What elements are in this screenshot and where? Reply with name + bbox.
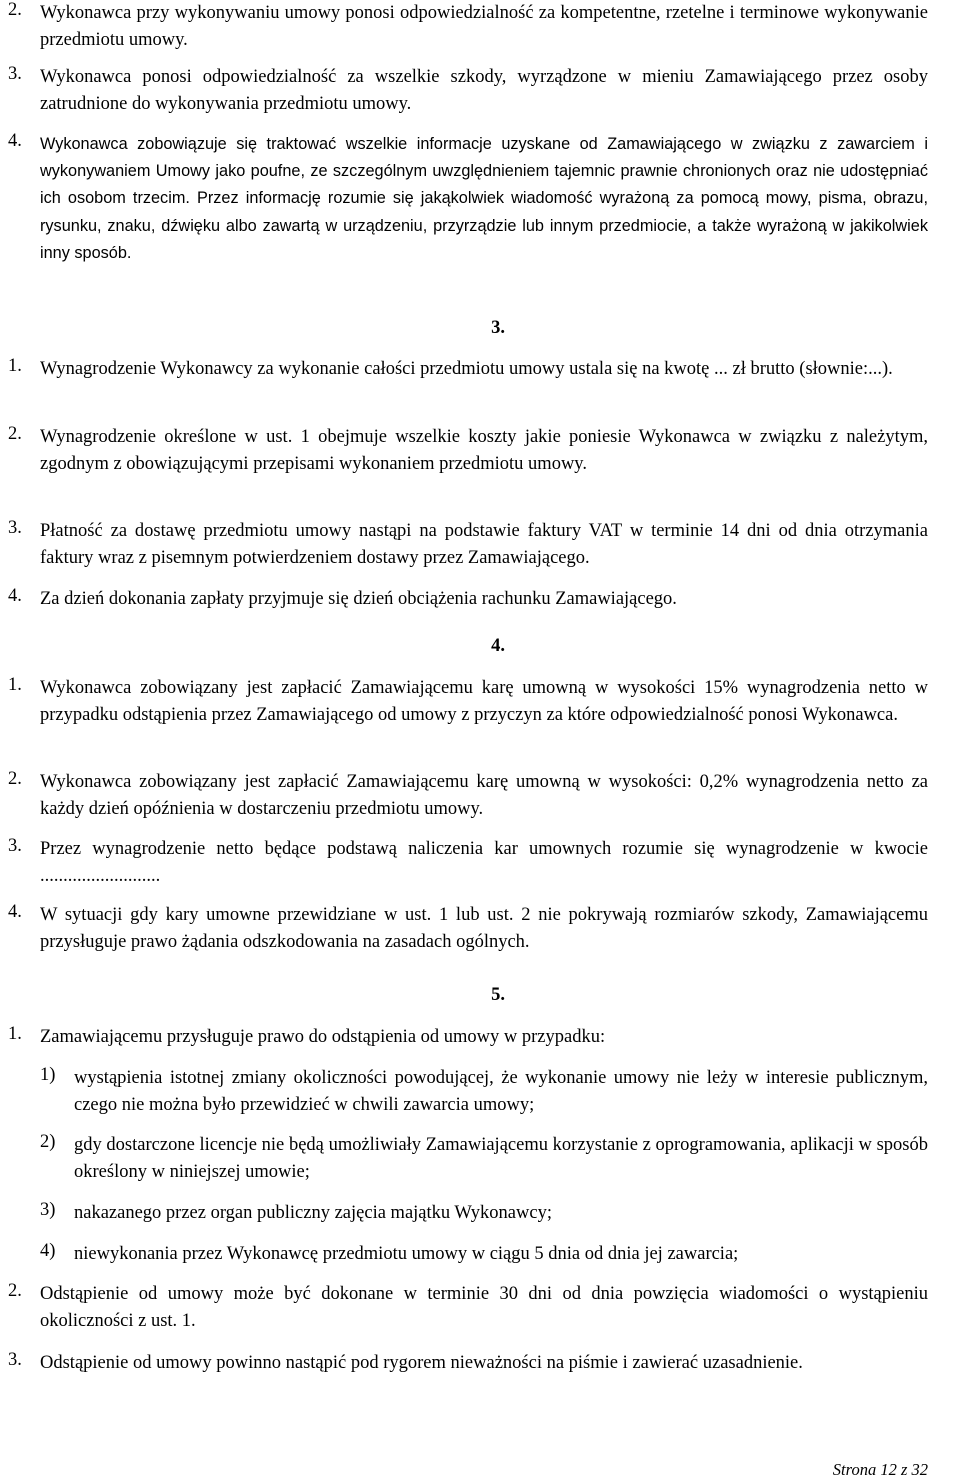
item-text: Wykonawca zobowiązany jest zapłacić Zamawiającemu karę umowną w wysokości 15% wynagrodzenia netto w przypadku odstąpienia przez Zamawiającego od umowy z przyczyn za które odpowiedzialność ponosi Wykonawca.	[40, 678, 928, 725]
item-number: 4.	[8, 586, 22, 606]
item-number: 4.	[8, 131, 22, 151]
item-text: Odstąpienie od umowy może być dokonane w terminie 30 dni od dnia powzięcia wiadomości o wystąpieniu okoliczności z ust. 1.	[40, 1284, 928, 1331]
item-number: 2.	[8, 424, 22, 444]
item-text: Odstąpienie od umowy powinno nastąpić pod rygorem nieważności na piśmie i zawierać uzasadnienie.	[40, 1353, 803, 1373]
item-number: 4.	[8, 902, 22, 922]
item-number: 2.	[8, 1281, 22, 1301]
sub-item-text: wystąpienia istotnej zmiany okoliczności powodującej, że wykonanie umowy nie leży w interesie publicznym, czego nie można było przewidzieć w chwili zawarcia umowy;	[74, 1068, 928, 1115]
sub-item-number: 3)	[40, 1200, 56, 1220]
sub-item-text: gdy dostarczone licencje nie będą umożliwiały Zamawiającemu korzystanie z oprogramowania, aplikacji w sposób określony w niniejszej umowie;	[74, 1135, 928, 1182]
item-text: W sytuacji gdy kary umowne przewidziane w ust. 1 lub ust. 2 nie pokrywają rozmiarów szkody, Zamawiającemu przysługuje prawo żądania odszkodowania na zasadach ogólnych.	[40, 905, 928, 952]
item-number: 1.	[8, 1024, 22, 1044]
item-number: 2.	[8, 0, 22, 20]
item-text: Zamawiającemu przysługuje prawo do odstąpienia od umowy w przypadku:	[40, 1027, 606, 1047]
item-number: 1.	[8, 356, 22, 376]
item-text: Za dzień dokonania zapłaty przyjmuje się dzień obciążenia rachunku Zamawiającego.	[40, 589, 677, 609]
item-number: 3.	[8, 1350, 22, 1370]
section-heading: 5.	[491, 985, 505, 1005]
item-number: 1.	[8, 675, 22, 695]
item-text: Wykonawca zobowiązany jest zapłacić Zamawiającemu karę umowną w wysokości: 0,2% wynagrodzenia netto za każdy dzień opóźnienia w dostarczeniu przedmiotu umowy.	[40, 772, 928, 819]
sub-item-text: niewykonania przez Wykonawcę przedmiotu umowy w ciągu 5 dnia od dnia jej zawarcia;	[74, 1244, 739, 1264]
item-text: Wykonawca przy wykonywaniu umowy ponosi odpowiedzialność za kompetentne, rzetelne i terminowe wykonywanie przedmiotu umowy.	[40, 3, 928, 50]
item-text: Wykonawca zobowiązuje się traktować wszelkie informacje uzyskane od Zamawiającego w związku z zawarciem i wykonywaniem Umowy jako poufne, ze szczególnym uwzględnieniem tajemnic prawnie chronionych oraz nie udostępniać ich osobom trzecim. Przez informację rozumie się jakąkolwiek wiadomość wyrażoną za pomocą mowy, pisma, obrazu, rysunku, znaku, dźwięku albo zawartą w urządzeniu, przyrządzie lub innym przedmiocie, a także wyrażoną w jakikolwiek inny sposób.	[40, 135, 928, 262]
item-text: Wykonawca ponosi odpowiedzialność za wszelkie szkody, wyrządzone w mieniu Zamawiającego przez osoby zatrudnione do wykonywania przedmiotu umowy.	[40, 67, 928, 114]
page-footer: Strona 12 z 32	[832, 1460, 928, 1479]
sub-item-number: 1)	[40, 1065, 56, 1085]
section-heading: 4.	[491, 636, 505, 656]
item-number: 2.	[8, 769, 22, 789]
item-number: 3.	[8, 64, 22, 84]
sub-item-number: 4)	[40, 1241, 56, 1261]
item-text: Przez wynagrodzenie netto będące podstawą naliczenia kar umownych rozumie się wynagrodzenie w kwocie ..........................	[40, 839, 928, 886]
item-text: Płatność za dostawę przedmiotu umowy nastąpi na podstawie faktury VAT w terminie 14 dni od dnia otrzymania faktury wraz z pisemnym potwierdzeniem dostawy przez Zamawiającego.	[40, 521, 928, 568]
section-heading: 3.	[491, 318, 505, 338]
sub-item-text: nakazanego przez organ publiczny zajęcia majątku Wykonawcy;	[74, 1203, 552, 1223]
item-text: Wynagrodzenie określone w ust. 1 obejmuje wszelkie koszty jakie poniesie Wykonawca w związku z należytym, zgodnym z obowiązującymi przepisami wykonaniem przedmiotu umowy.	[40, 427, 928, 474]
sub-item-number: 2)	[40, 1132, 56, 1152]
item-number: 3.	[8, 518, 22, 538]
item-text: Wynagrodzenie Wykonawcy za wykonanie całości przedmiotu umowy ustala się na kwotę ... zł brutto (słownie:...).	[40, 359, 893, 379]
item-number: 3.	[8, 836, 22, 856]
